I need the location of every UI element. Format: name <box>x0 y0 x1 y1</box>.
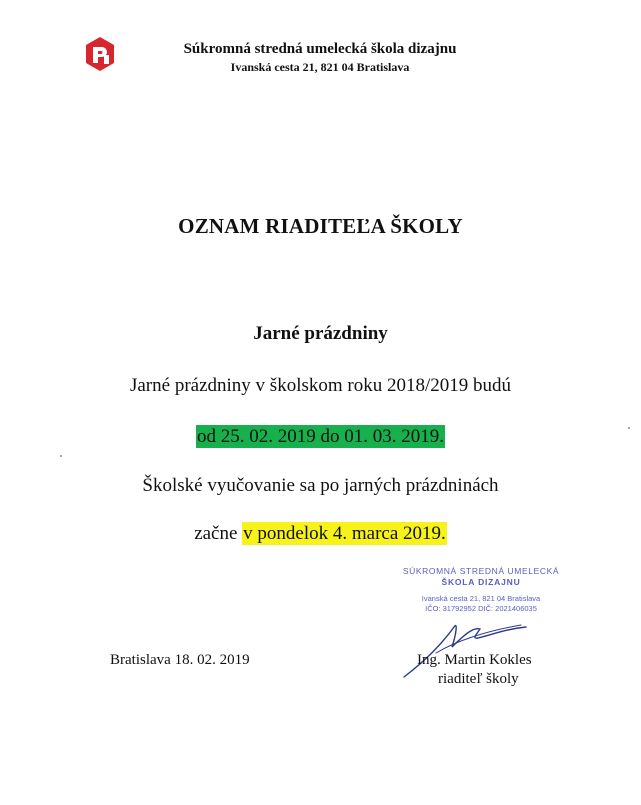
signatory-name: Ing. Martin Kokles <box>417 652 532 668</box>
stamp-line-4: IČO: 31792952 DIČ: 2021406035 <box>425 604 537 613</box>
notice-title: OZNAM RIADITEĽA ŠKOLY <box>178 214 463 238</box>
school-address: Ivanská cesta 21, 821 04 Bratislava <box>230 60 410 74</box>
stamp-line-2: ŠKOLA DIZAJNU <box>441 577 521 587</box>
notice-line-4 <box>0 522 641 546</box>
stamp-line-3: Ivanská cesta 21, 821 04 Bratislava <box>421 594 541 603</box>
stamp-line-1: SÚKROMNÁ STREDNÁ UMELECKÁ <box>402 566 560 576</box>
place-and-date: Bratislava 18. 02. 2019 <box>110 652 250 668</box>
school-logo-icon <box>82 35 118 71</box>
scan-speck <box>60 455 62 457</box>
school-name: Súkromná stredná umelecká škola dizajnu <box>183 41 457 57</box>
notice-subtitle: Jarné prázdniny <box>253 323 388 344</box>
school-restart-highlight: v pondelok 4. marca 2019. <box>243 523 446 544</box>
notice-line-3: Školské vyučovanie sa po jarných prázdninách <box>142 475 499 496</box>
notice-line-1: Jarné prázdniny v školskom roku 2018/2019 budú <box>129 375 511 396</box>
scan-speck <box>628 427 630 429</box>
holiday-dates-highlight: od 25. 02. 2019 do 01. 03. 2019. <box>197 426 444 447</box>
notice-line-2 <box>0 425 641 449</box>
signatory-role: riaditeľ školy <box>438 671 519 687</box>
notice-line-4-prefix: začne <box>194 523 243 544</box>
